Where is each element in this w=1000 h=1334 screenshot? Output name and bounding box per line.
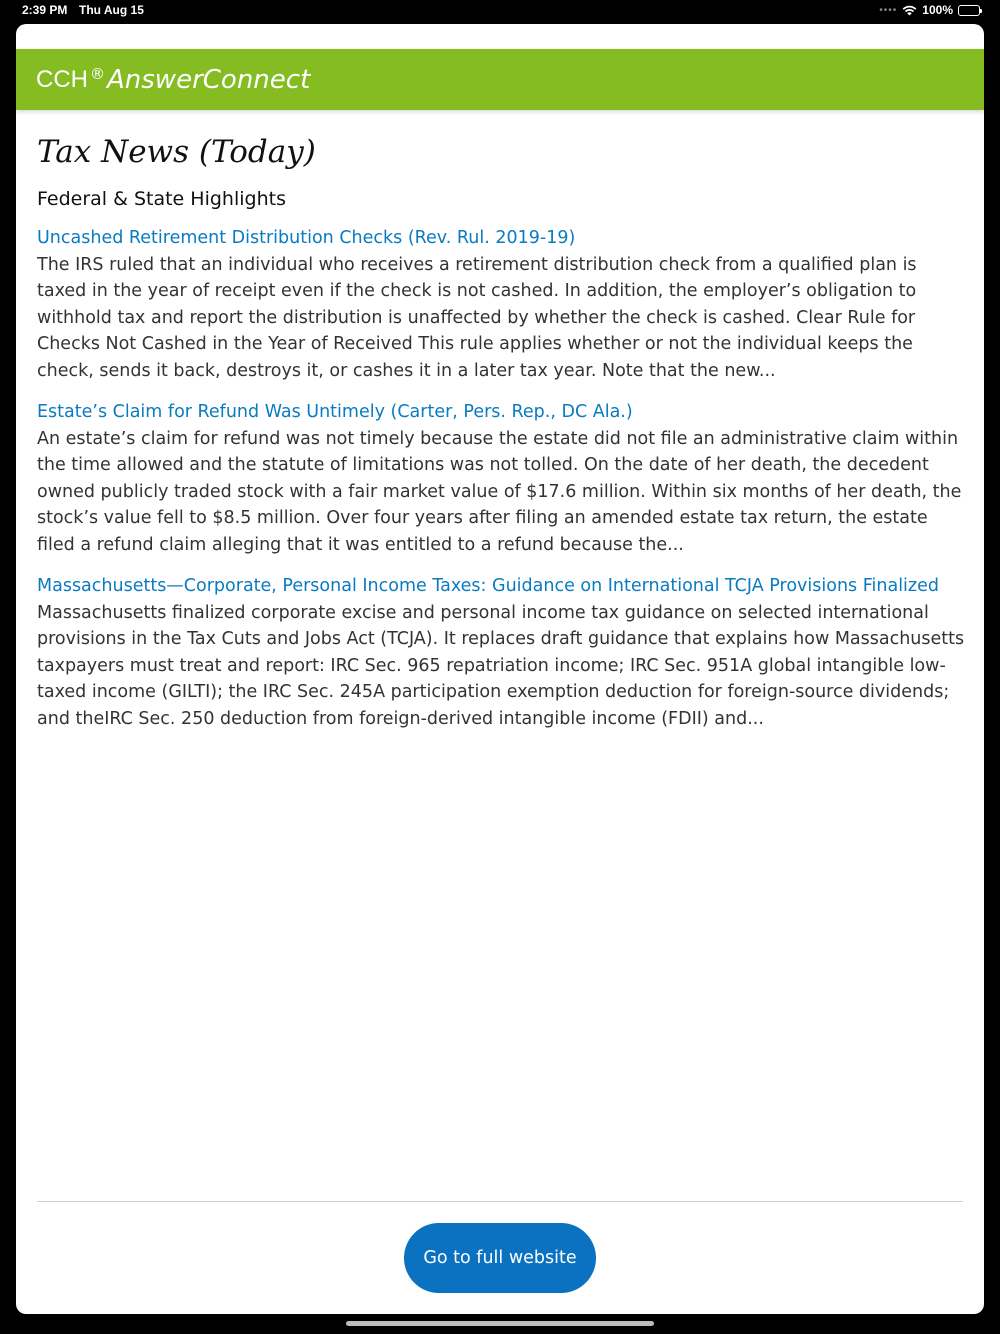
status-date: Thu Aug 15 (79, 3, 144, 17)
battery-icon (958, 5, 980, 16)
modal-sheet (16, 24, 984, 1314)
article (37, 574, 967, 732)
article-summary: An estate’s claim for refund was not timely because the estate did not file an administrative claim within the time allowed and the statute of limitations was not tolled. On the date of her death, the decedent owned publicly traded stock with a fair market value of $17.6 million. Within six months of her death, the stock’s value fell to $8.5 million. Over four years after filing an amended estate tax return, the estate filed a refund claim alleging that it was entitled to a refund because the... (37, 429, 962, 555)
footer-divider (37, 1201, 963, 1202)
article-summary: Massachusetts finalized corporate excise and personal income tax guidance on selected international provisions in the Tax Cuts and Jobs Act (TCJA). It replaces draft guidance that explains how Massachusetts taxpayers must treat and report: IRC Sec. 965 repatriation income; IRC Sec. 951A global intangible low-taxed income (GILTI); the IRC Sec. 245A participation exemption deduction for foreign-source dividends; and theIRC Sec. 250 deduction from foreign-derived intangible income (FDII) and... (37, 603, 965, 729)
battery-percent: 100% (922, 3, 953, 17)
page-subtitle: Federal & State Highlights (37, 188, 286, 210)
status-time: 2:39 PM (22, 3, 68, 17)
brand-product: AnswerConnect (107, 64, 311, 95)
home-indicator[interactable] (346, 1321, 654, 1326)
brand-company: CCH (36, 65, 88, 93)
article-title-link[interactable]: Uncashed Retirement Distribution Checks (Rev. Rul. 2019-19) (37, 228, 576, 248)
status-bar (0, 0, 1000, 24)
brand-registered-mark: ® (90, 64, 105, 83)
article (37, 226, 967, 384)
signal-icon: •••• (879, 4, 898, 16)
article-summary: The IRS ruled that an individual who receives a retirement distribution check from a qualified plan is taxed in the year of receipt even if the check is not cashed. In addition, the employer’s obligation to withhold tax and report the distribution is unaffected by whether the check is cashed. Clear Rule for Checks Not Cashed in the Year of Received This rule applies whether or not the individual keeps the check, sends it back, destroys it, or cashes it in a later tax year. Note that the new... (37, 255, 917, 381)
wifi-icon (902, 5, 917, 16)
article-title-link[interactable]: Estate’s Claim for Refund Was Untimely (Carter, Pers. Rep., DC Ala.) (37, 402, 633, 423)
go-to-full-website-button[interactable]: Go to full website (404, 1223, 596, 1293)
page-title: Tax News (Today) (37, 134, 316, 170)
news-content (37, 134, 967, 732)
status-indicators (879, 3, 980, 17)
brand-header (16, 49, 984, 110)
article (37, 400, 967, 558)
article-title-link[interactable]: Massachusetts—Corporate, Personal Income Taxes: Guidance on International TCJA Provisions Finalized (37, 576, 939, 597)
